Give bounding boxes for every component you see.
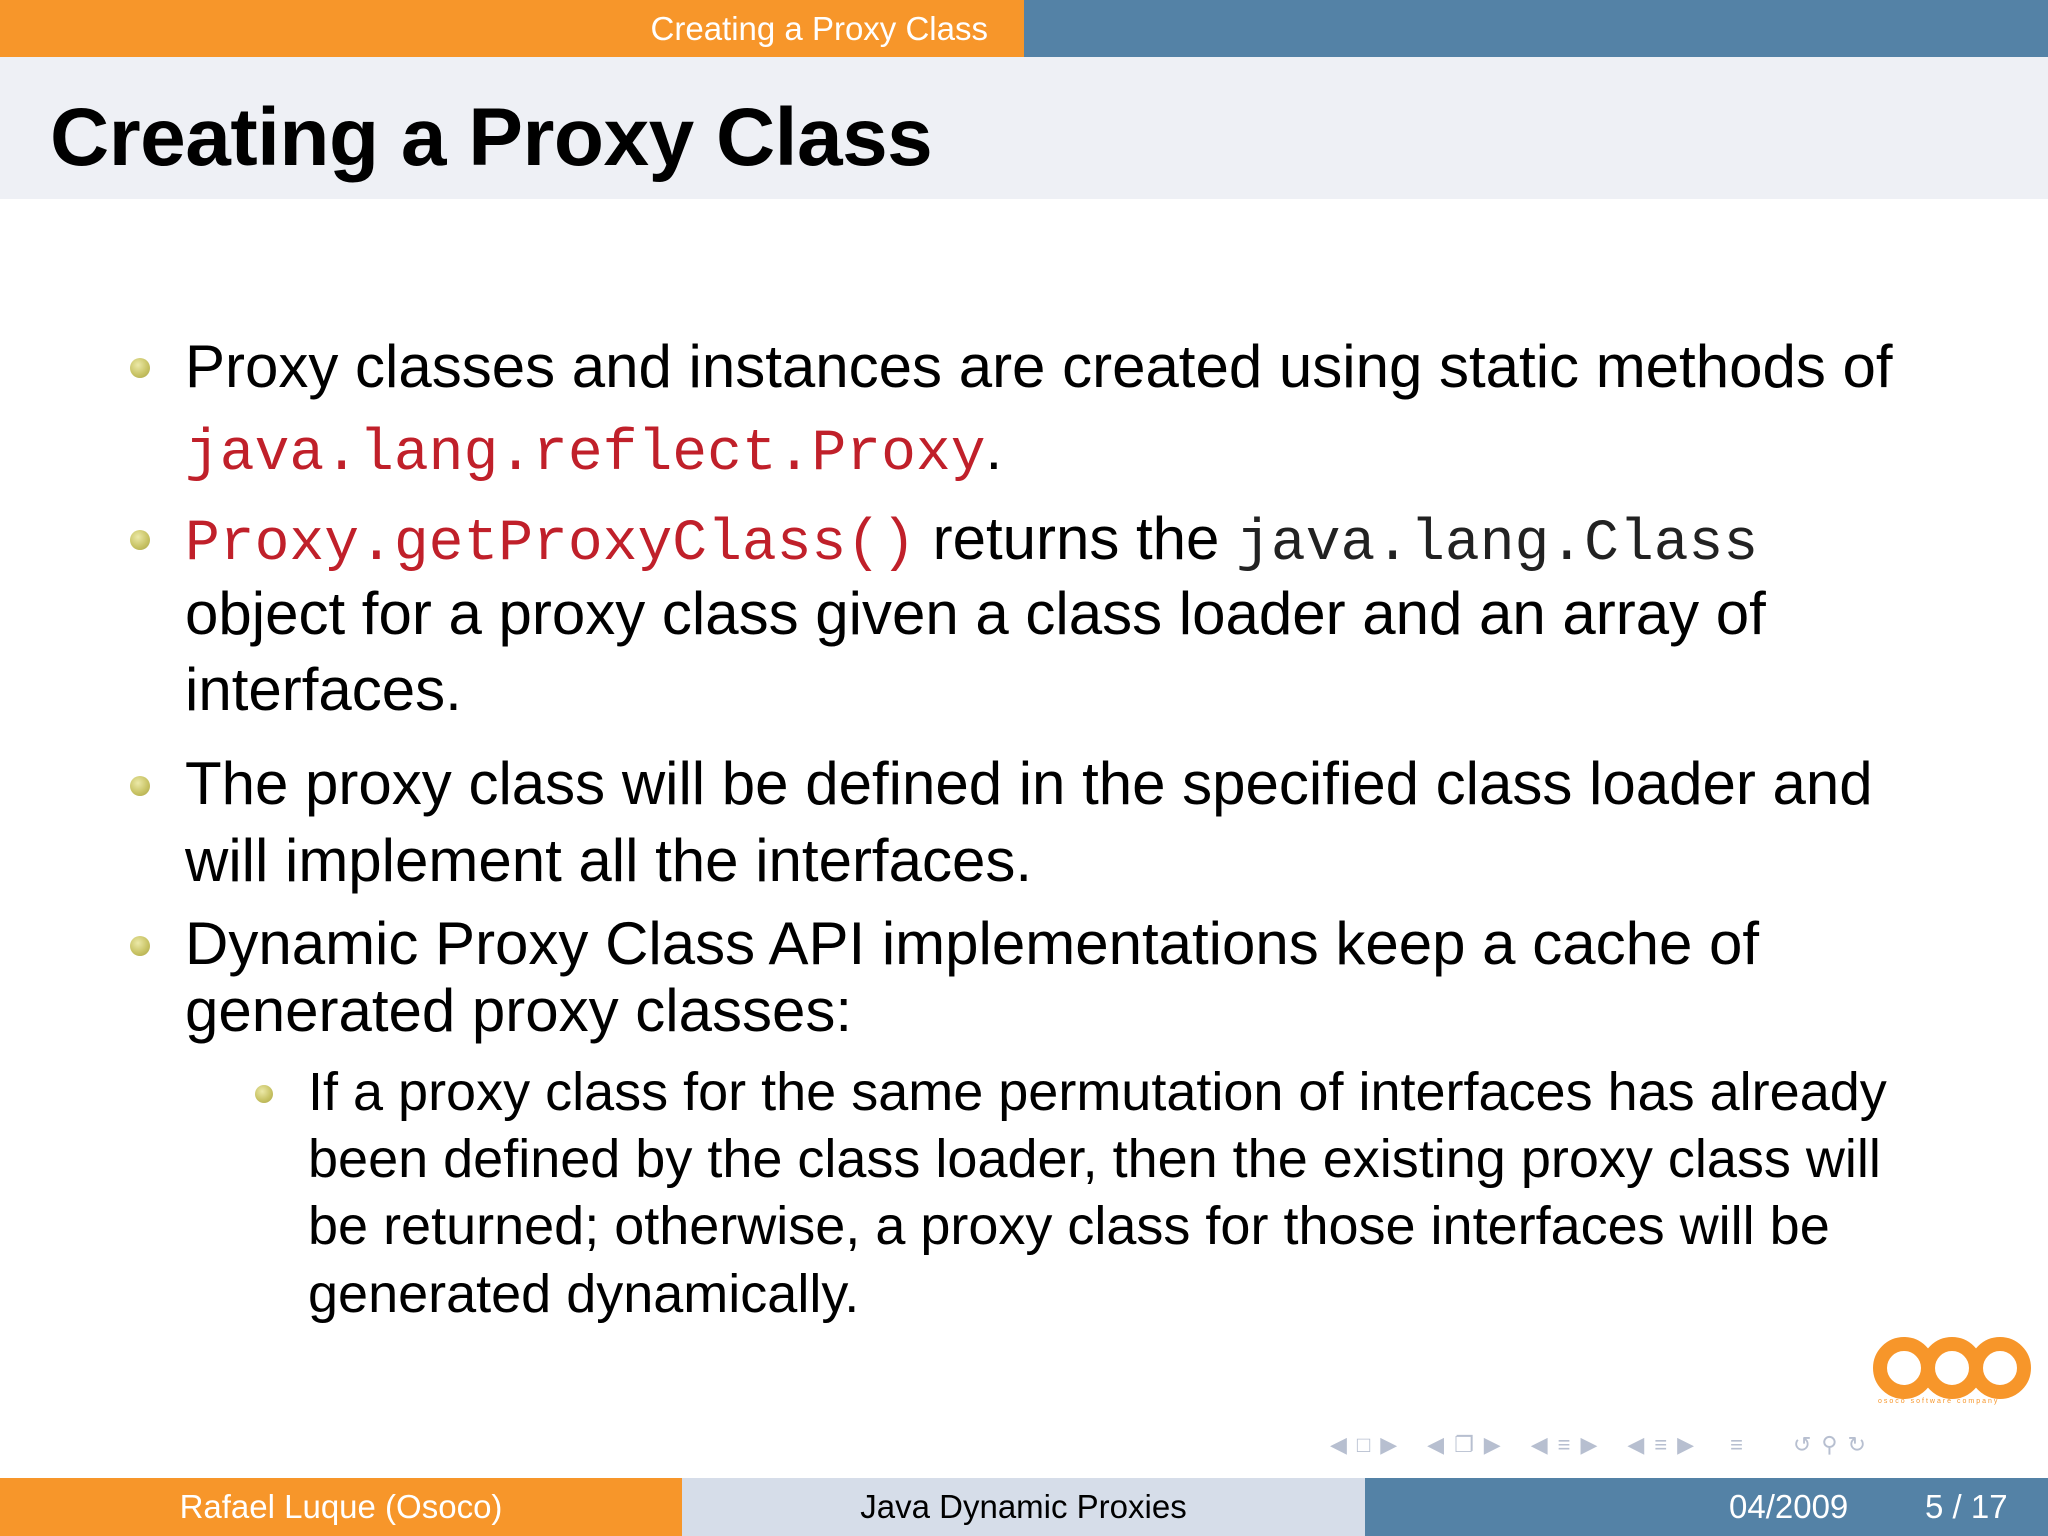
bullet-dot [130, 530, 150, 550]
appendix-icon[interactable]: ≡ [1730, 1432, 1743, 1457]
nav-next-arrow-icon[interactable]: ▶ [1580, 1432, 1598, 1457]
nav-next-arrow-icon[interactable]: ▶ [1483, 1432, 1501, 1457]
bullet-3-line-2: will implement all the interfaces. [185, 827, 1033, 894]
bullet-4-line-1: Dynamic Proxy Class API implementations keep a cache of [185, 910, 1760, 977]
bullet-3-line-1: The proxy class will be defined in the specified class loader and [185, 750, 1873, 817]
document-icon[interactable]: ≡ [1654, 1432, 1668, 1457]
page-number: 5 / 17 [1925, 1488, 2008, 1525]
bullet-dot [130, 936, 150, 956]
subsection-icon[interactable]: ❐ [1454, 1432, 1474, 1457]
nav-prev-arrow-icon[interactable]: ◀ [1627, 1432, 1645, 1457]
footer-bar [0, 1478, 2048, 1536]
sub-bullet-dot [255, 1085, 273, 1103]
section-label[interactable]: Creating a Proxy Class [650, 10, 988, 47]
frame-title: Creating a Proxy Class [50, 92, 933, 183]
code-java-lang-class: java.lang.Class [1236, 512, 1759, 577]
search-icon[interactable]: ⚲ [1821, 1432, 1838, 1457]
bullet-2-text: returns the [915, 505, 1237, 572]
section-icon[interactable]: ≡ [1557, 1432, 1571, 1457]
footer-info [1365, 1478, 2048, 1536]
code-get-proxy-class: Proxy.getProxyClass() [185, 512, 916, 577]
nav-prev-arrow-icon[interactable]: ◀ [1530, 1432, 1548, 1457]
frame-icon[interactable]: □ [1356, 1432, 1371, 1457]
bullet-1-line-2 [185, 410, 1002, 494]
bullet-4-line-2: generated proxy classes: [185, 977, 853, 1044]
header-bar [0, 0, 2048, 57]
sub-bullet-line-3: be returned; otherwise, a proxy class for those interfaces will be [308, 1196, 1830, 1256]
navigation-bar [1330, 1432, 1866, 1458]
logo-tagline: osoco software company [1878, 1398, 2000, 1405]
bullet-dot [130, 358, 150, 378]
bullet-1-line-1: Proxy classes and instances are created using static methods of [185, 333, 1893, 400]
nav-next-arrow-icon[interactable]: ▶ [1677, 1432, 1695, 1457]
header-subsection-cell [1024, 0, 2048, 57]
frame-title-band [0, 57, 2048, 199]
footer-date: 04/2009 [1729, 1488, 1849, 1525]
sub-bullet-line-4: generated dynamically. [308, 1264, 860, 1324]
back-icon[interactable]: ↺ [1792, 1432, 1812, 1457]
bullet-1-period: . [985, 415, 1003, 482]
forward-icon[interactable]: ↻ [1847, 1432, 1866, 1457]
code-proxy-class: java.lang.reflect.Proxy [185, 422, 986, 487]
footer-title: Java Dynamic Proxies [682, 1478, 1365, 1536]
footer-author: Rafael Luque (Osoco) [0, 1478, 682, 1536]
header-section-cell [0, 0, 1024, 57]
bullet-2-line-2: object for a proxy class given a class loader and an array of [185, 580, 1766, 647]
nav-prev-arrow-icon[interactable]: ◀ [1330, 1432, 1347, 1457]
bullet-dot [130, 776, 150, 796]
nav-next-arrow-icon[interactable]: ▶ [1380, 1432, 1398, 1457]
sub-bullet-line-1: If a proxy class for the same permutation of interfaces has already [308, 1062, 1887, 1122]
sub-bullet-line-2: been defined by the class loader, then the existing proxy class will [308, 1129, 1881, 1189]
bullet-2-line-3: interfaces. [185, 656, 462, 723]
bullet-2-line-1 [185, 500, 1758, 584]
nav-prev-arrow-icon[interactable]: ◀ [1427, 1432, 1445, 1457]
